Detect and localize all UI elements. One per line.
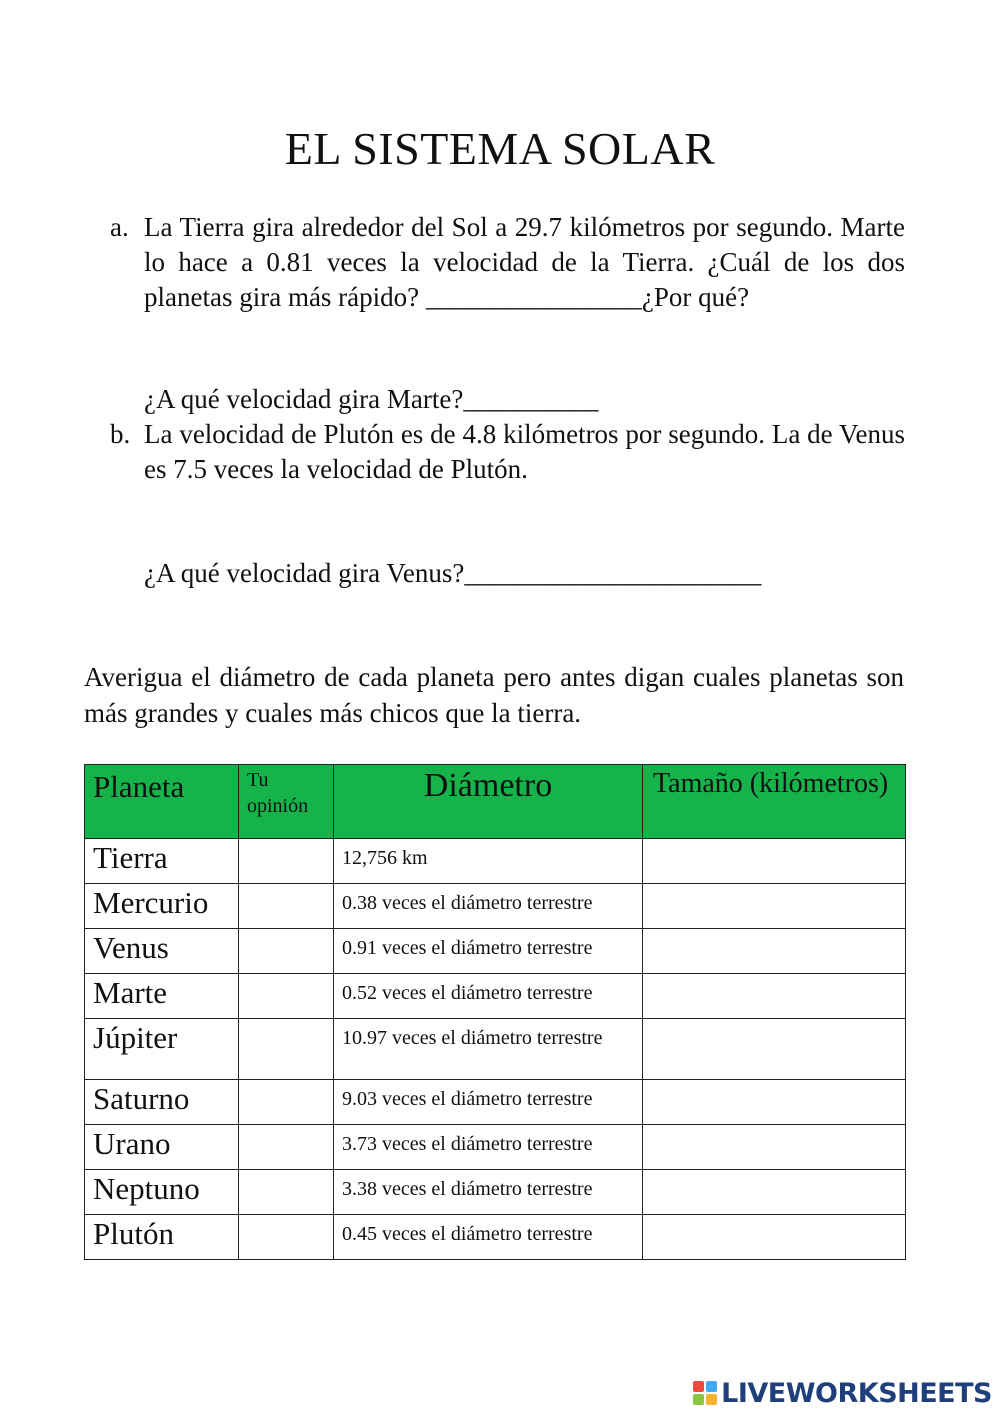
table-row	[85, 929, 906, 974]
table-row	[85, 974, 906, 1019]
planet-name: Saturno	[85, 1080, 239, 1125]
opinion-cell[interactable]	[239, 884, 334, 929]
header-planeta: Planeta	[85, 765, 239, 839]
opinion-cell[interactable]	[239, 1125, 334, 1170]
opinion-cell[interactable]	[239, 974, 334, 1019]
planet-name: Júpiter	[85, 1019, 239, 1080]
question-text: La Tierra gira alrededor del Sol a 29.7 kilómetros por segundo. Marte lo hace a 0.81 veces la velocidad de la Tierra. ¿Cuál de los dos planetas gira más rápido? ________________¿Por qué?	[144, 212, 905, 312]
planet-name: Marte	[85, 974, 239, 1019]
logo-block	[706, 1394, 717, 1405]
diameter-cell: 0.91 veces el diámetro terrestre	[334, 929, 643, 974]
opinion-cell[interactable]	[239, 1019, 334, 1080]
diameter-cell: 0.38 veces el diámetro terrestre	[334, 884, 643, 929]
followup-venus[interactable]: ¿A qué velocidad gira Venus?______________________	[144, 558, 762, 588]
planet-diameter-table	[84, 764, 906, 1260]
diameter-cell: 0.52 veces el diámetro terrestre	[334, 974, 643, 1019]
diameter-cell: 3.38 veces el diámetro terrestre	[334, 1170, 643, 1215]
size-km-cell[interactable]	[643, 1080, 906, 1125]
opinion-cell[interactable]	[239, 839, 334, 884]
table-header-row	[85, 765, 906, 839]
table-row	[85, 1080, 906, 1125]
logo-block	[706, 1381, 717, 1392]
size-km-cell[interactable]	[643, 974, 906, 1019]
diameter-cell: 9.03 veces el diámetro terrestre	[334, 1080, 643, 1125]
table-row	[85, 1215, 906, 1260]
planet-name: Tierra	[85, 839, 239, 884]
header-opinion: Tu opinión	[239, 765, 334, 839]
header-diametro: Diámetro	[334, 765, 643, 839]
table-row	[85, 1125, 906, 1170]
size-km-cell[interactable]	[643, 1125, 906, 1170]
header-tamano: Tamaño (kilómetros)	[643, 765, 906, 839]
size-km-cell[interactable]	[643, 929, 906, 974]
question-text: La velocidad de Plutón es de 4.8 kilómetros por segundo. La de Venus es 7.5 veces la velocidad de Plutón.	[144, 419, 905, 484]
size-km-cell[interactable]	[643, 839, 906, 884]
size-km-cell[interactable]	[643, 1170, 906, 1215]
table-row	[85, 1019, 906, 1080]
instructions-paragraph: Averigua el diámetro de cada planeta pero antes digan cuales planetas son más grandes y cuales más chicos que la tierra.	[84, 662, 904, 728]
table-row	[85, 839, 906, 884]
opinion-cell[interactable]	[239, 929, 334, 974]
diameter-cell: 12,756 km	[334, 839, 643, 884]
diameter-cell: 3.73 veces el diámetro terrestre	[334, 1125, 643, 1170]
question-marker: a.	[110, 212, 129, 242]
planet-name: Plutón	[85, 1215, 239, 1260]
planet-name: Neptuno	[85, 1170, 239, 1215]
page-title: EL SISTEMA SOLAR	[284, 123, 716, 174]
planet-name: Mercurio	[85, 884, 239, 929]
logo-blocks-icon	[693, 1381, 717, 1405]
liveworksheets-logo[interactable]	[693, 1375, 992, 1411]
size-km-cell[interactable]	[643, 1215, 906, 1260]
question-marker: b.	[110, 419, 131, 449]
logo-text: LIVEWORKSHEETS	[721, 1377, 992, 1409]
table-row	[85, 1170, 906, 1215]
opinion-cell[interactable]	[239, 1080, 334, 1125]
size-km-cell[interactable]	[643, 884, 906, 929]
planet-name: Urano	[85, 1125, 239, 1170]
logo-block	[693, 1381, 704, 1392]
table-row	[85, 884, 906, 929]
followup-marte[interactable]: ¿A qué velocidad gira Marte?__________	[144, 384, 599, 414]
diameter-cell: 10.97 veces el diámetro terrestre	[334, 1019, 643, 1080]
size-km-cell[interactable]	[643, 1019, 906, 1080]
logo-block	[693, 1394, 704, 1405]
opinion-cell[interactable]	[239, 1170, 334, 1215]
opinion-cell[interactable]	[239, 1215, 334, 1260]
planet-name: Venus	[85, 929, 239, 974]
diameter-cell: 0.45 veces el diámetro terrestre	[334, 1215, 643, 1260]
